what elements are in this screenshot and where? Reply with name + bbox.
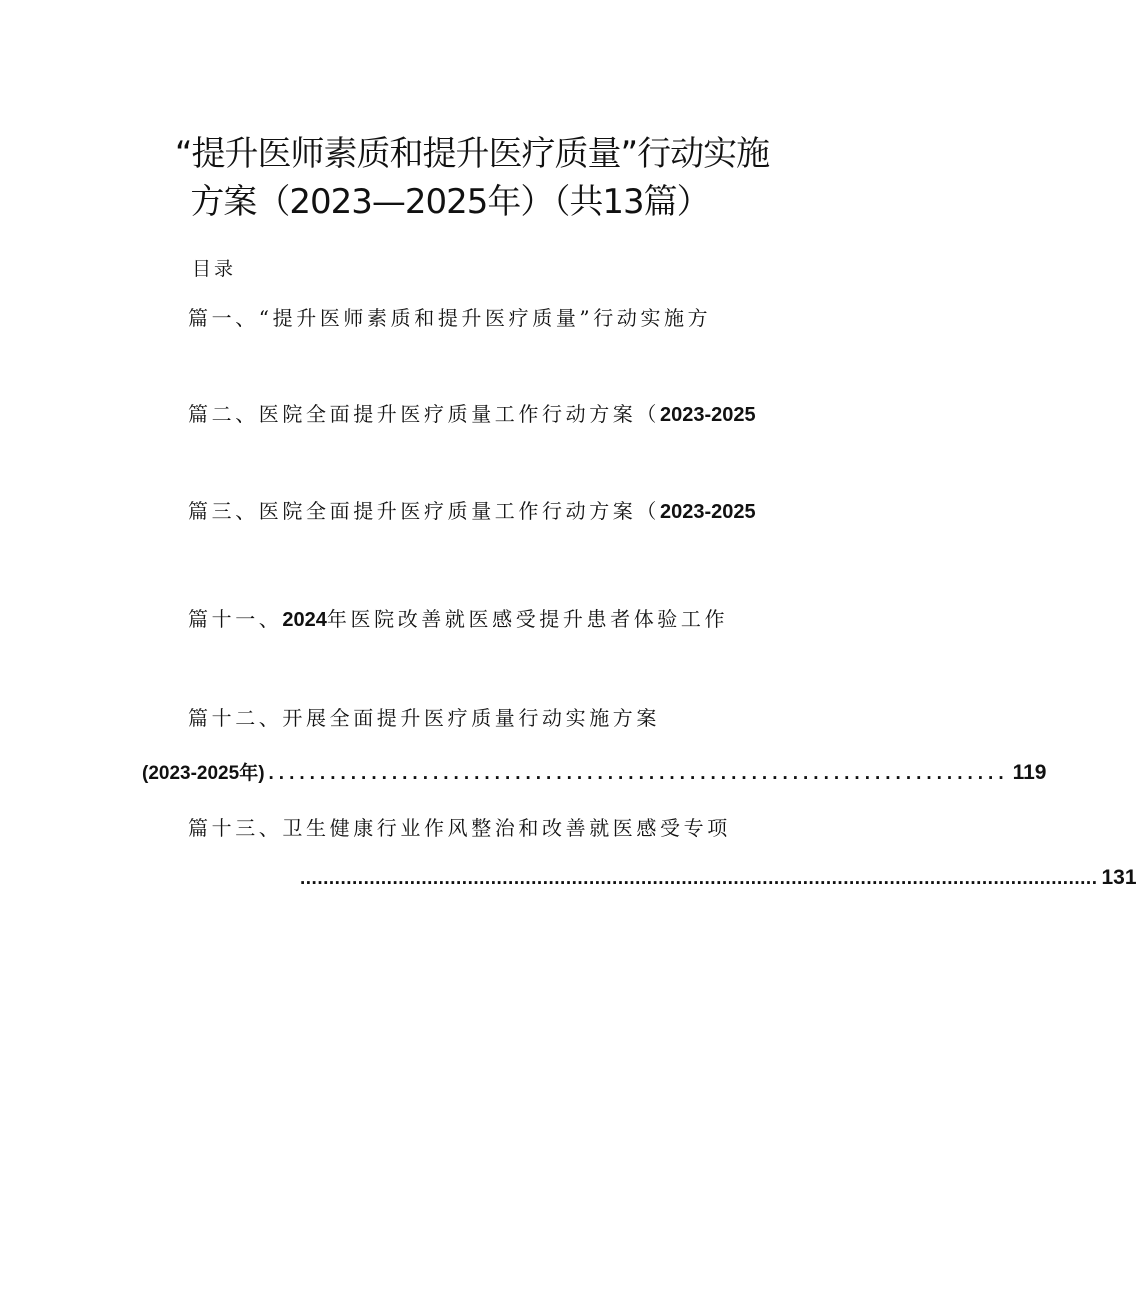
toc-heading: 目录 [192,258,237,280]
toc-entry-13-continuation[interactable] [300,866,1137,890]
toc-entry-12-continuation[interactable] [142,758,1047,785]
toc-entry-text: 篇十二、开展全面提升医疗质量行动实施方案 [188,706,660,730]
toc-page-number: 131 [1101,866,1137,889]
toc-entry-3[interactable] [188,495,756,524]
toc-leader-dots: .......................................................................................................................................... [300,868,1098,889]
toc-entry-text: 篇二、医院全面提升医疗质量工作行动方案（ [188,402,660,426]
toc-entry-year-range: 2023-2025 [660,404,756,426]
toc-entry-text: 篇一、“提升医师素质和提升医疗质量”行动实施方 [188,306,712,330]
document-title-line-1: “提升医师素质和提升医疗质量”行动实施 [174,134,770,174]
toc-entry-text: 年医院改善就医感受提升患者体验工作 [326,607,729,631]
toc-entry-year-range: 2023-2025 [660,501,756,523]
toc-entry-year: 2024 [282,609,327,631]
toc-entry-1[interactable] [188,302,711,331]
toc-entry-11[interactable] [188,603,728,632]
toc-page-number: 119 [1012,761,1047,784]
toc-entry-text: (2023-2025年) [142,763,265,784]
toc-entry-12[interactable] [188,702,660,731]
document-title-line-2: 方案（2023—2025年）（共13篇） [190,182,710,222]
toc-leader-dots: ........................................................................ [268,763,1009,784]
toc-entry-13[interactable] [188,812,731,841]
toc-entry-prefix: 篇十一、 [188,607,283,631]
toc-entry-text: 篇三、医院全面提升医疗质量工作行动方案（ [188,499,660,523]
toc-entry-text: 篇十三、卫生健康行业作风整治和改善就医感受专项 [188,816,731,840]
toc-entry-2[interactable] [188,398,756,427]
